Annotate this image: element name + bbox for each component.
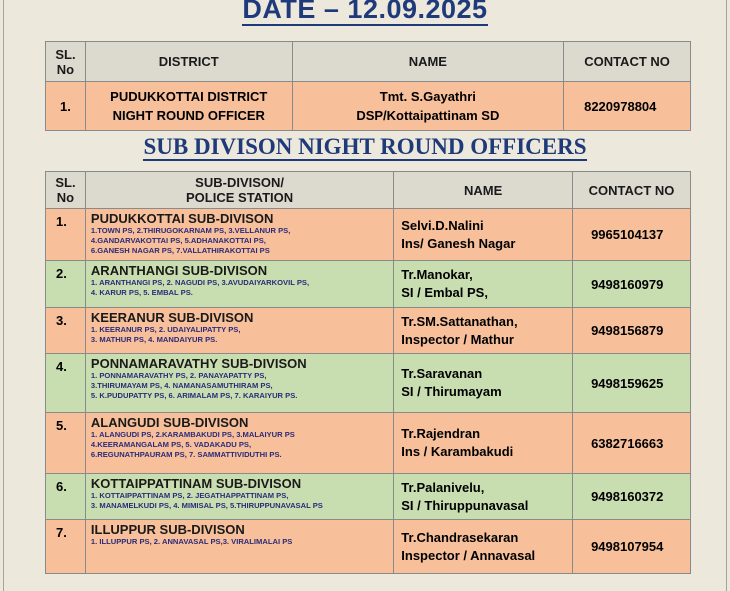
officer-name-cell <box>394 261 573 308</box>
officer-designation: Ins / Karambakudi <box>401 444 514 459</box>
district-officer-row <box>46 82 691 131</box>
row-sl: 4. <box>46 354 86 413</box>
subdivision-cell <box>85 413 393 474</box>
station-list-line: 3. MANAMELKUDI PS, 4. MIMISAL PS, 5.THIRUPPUNAVASAL PS <box>90 501 323 510</box>
officer-designation: SI / Thirumayam <box>401 384 502 399</box>
row-sl: 1. <box>46 209 86 261</box>
contact-cell: 6382716663 <box>573 413 691 474</box>
header-district: DISTRICT <box>85 42 292 82</box>
sub-division-row <box>46 413 691 474</box>
row-sl: 5. <box>46 413 86 474</box>
station-list-line: 6.REGUNATHPAURAM PS, 7. SAMMATTIVIDUTHI PS. <box>90 450 282 459</box>
subdivision-cell <box>85 261 393 308</box>
frame-border-right <box>726 0 727 591</box>
station-list-line: 4.GANDARVAKOTTAI PS, 5.ADHANAKOTTAI PS, <box>90 236 266 245</box>
subdivision-name: PONNAMARAVATHY SUB-DIVISON <box>90 356 307 371</box>
row-sl: 6. <box>46 474 86 520</box>
contact-cell: 9965104137 <box>573 209 691 261</box>
station-list-line: 3. MATHUR PS, 4. MANDAIYUR PS. <box>90 335 218 344</box>
officer-name-cell <box>394 209 573 261</box>
contact-cell: 9498160372 <box>573 474 691 520</box>
section-subtitle-text: SUB DIVISON NIGHT ROUND OFFICERS <box>143 134 587 159</box>
header-name: NAME <box>292 42 564 82</box>
page-title <box>0 0 730 25</box>
sub-division-table <box>45 171 691 574</box>
subdivision-name: ARANTHANGI SUB-DIVISON <box>90 263 268 278</box>
district-line1: PUDUKKOTTAI DISTRICT <box>110 89 268 104</box>
sub-header-contact: CONTACT NO <box>573 172 691 209</box>
sub-division-row <box>46 261 691 308</box>
officer-name: Tmt. S.Gayathri <box>379 89 476 104</box>
subdivision-name: PUDUKKOTTAI SUB-DIVISON <box>90 211 274 226</box>
row-sl: 1. <box>46 82 86 131</box>
officer-name: Tr.SM.Sattanathan, <box>401 313 518 329</box>
sub-header-sl <box>46 172 86 209</box>
officer-designation: Ins/ Ganesh Nagar <box>401 235 516 251</box>
section-subtitle <box>0 134 730 160</box>
station-list-line: 4. KARUR PS, 5. EMBAL PS. <box>90 288 193 297</box>
sub-header-subdivision <box>85 172 393 209</box>
subdivision-cell <box>85 520 393 574</box>
sub-table-header <box>46 172 691 209</box>
officer-designation: SI / Thiruppunavasal <box>401 497 529 513</box>
subdivision-name: KEERANUR SUB-DIVISON <box>90 310 254 325</box>
subdivision-name: ALANGUDI SUB-DIVISON <box>90 415 249 430</box>
officer-name: Tr.Rajendran <box>401 426 481 441</box>
officer-name: Tr.Palanivelu, <box>401 479 485 495</box>
station-list-line: 1. KEERANUR PS, 2. UDAIYALIPATTY PS, <box>90 325 241 334</box>
sub-division-row <box>46 308 691 354</box>
station-list-line: 6.GANESH NAGAR PS, 7.VALLATHIRAKOTTAI PS <box>90 246 270 255</box>
district-table-header <box>46 42 691 82</box>
sub-division-rows <box>46 209 691 574</box>
sub-division-row <box>46 520 691 574</box>
officer-name: Tr.Manokar, <box>401 267 473 282</box>
officer-name-cell <box>394 308 573 354</box>
sub-division-row <box>46 474 691 520</box>
officer-name-cell <box>394 520 573 574</box>
header-sl-line2: No <box>56 61 75 77</box>
officer-name-cell <box>292 82 564 131</box>
officer-name-cell <box>394 354 573 413</box>
district-officer-table <box>45 41 691 131</box>
subdivision-cell <box>85 308 393 354</box>
page-title-text: DATE – 12.09.2025 <box>242 0 487 26</box>
station-list-line: 4.KEERAMANGALAM PS, 5. VADAKADU PS, <box>90 440 252 449</box>
frame-border-left <box>3 0 4 591</box>
sub-header-sl-line1: SL. <box>55 175 76 190</box>
station-list-line: 5. K.PUDUPATTY PS, 6. ARIMALAM PS, 7. KARAIYUR PS. <box>90 391 298 400</box>
sub-division-row <box>46 209 691 261</box>
district-cell <box>85 82 292 131</box>
header-contact: CONTACT NO <box>564 42 691 82</box>
officer-name-cell <box>394 413 573 474</box>
row-sl: 3. <box>46 308 86 354</box>
station-list-line: 3.THIRUMAYAM PS, 4. NAMANASAMUTHIRAM PS, <box>90 381 273 390</box>
row-sl: 2. <box>46 261 86 308</box>
officer-designation: SI / Embal PS, <box>401 285 488 300</box>
contact-cell: 9498107954 <box>573 520 691 574</box>
sub-header-sl-line2: No <box>56 190 75 205</box>
district-line2: NIGHT ROUND OFFICER <box>112 108 265 123</box>
subdivision-cell <box>85 474 393 520</box>
sub-header-sub-line2: POLICE STATION <box>186 190 294 205</box>
contact-cell: 9498156879 <box>573 308 691 354</box>
officer-designation: DSP/Kottaipattinam SD <box>356 108 500 123</box>
contact-cell: 8220978804 <box>564 82 691 131</box>
officer-name: Selvi.D.Nalini <box>401 217 484 233</box>
officer-designation: Inspector / Annavasal <box>401 547 536 563</box>
subdivision-name: KOTTAIPPATTINAM SUB-DIVISON <box>90 476 302 491</box>
station-list-line: 1. ALANGUDI PS, 2.KARAMBAKUDI PS, 3.MALAIYUR PS <box>90 430 295 439</box>
officer-designation: Inspector / Mathur <box>401 331 514 347</box>
sub-division-row <box>46 354 691 413</box>
subdivision-cell <box>85 354 393 413</box>
station-list-line: 1. ARANTHANGI PS, 2. NAGUDI PS, 3.AVUDAIYARKOVIL PS, <box>90 278 310 287</box>
row-sl: 7. <box>46 520 86 574</box>
header-sl <box>46 42 86 82</box>
officer-name-cell <box>394 474 573 520</box>
contact-cell: 9498159625 <box>573 354 691 413</box>
station-list-line: 1. PONNAMARAVATHY PS, 2. PANAYAPATTY PS, <box>90 371 267 380</box>
header-sl-line1: SL. <box>55 46 76 62</box>
officer-name: Tr.Chandrasekaran <box>401 529 519 545</box>
station-list-line: 1.TOWN PS, 2.THIRUGOKARNAM PS, 3.VELLANUR PS, <box>90 226 291 235</box>
sub-header-sub-line1: SUB-DIVISON/ <box>195 175 285 190</box>
sub-header-name: NAME <box>394 172 573 209</box>
subdivision-cell <box>85 209 393 261</box>
station-list-line: 1. ILLUPPUR PS, 2. ANNAVASAL PS,3. VIRALIMALAI PS <box>90 537 293 546</box>
station-list-line: 1. KOTTAIPPATTINAM PS, 2. JEGATHAPPATTINAM PS, <box>90 491 289 500</box>
subdivision-name: ILLUPPUR SUB-DIVISON <box>90 522 245 537</box>
contact-cell: 9498160979 <box>573 261 691 308</box>
officer-name: Tr.Saravanan <box>401 366 483 381</box>
